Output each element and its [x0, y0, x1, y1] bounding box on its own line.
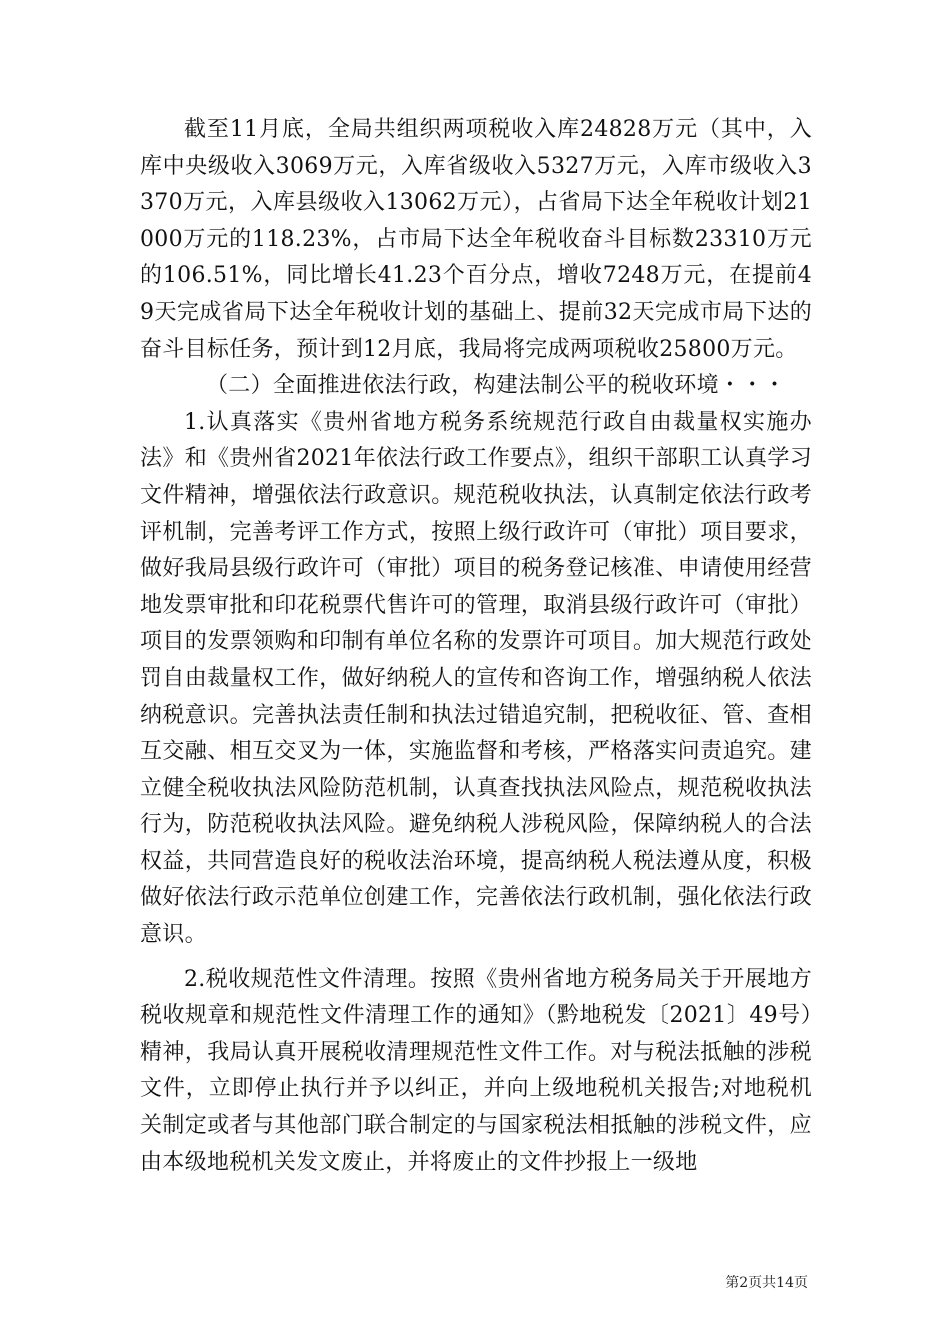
paragraph-item-2: 2.税收规范性文件清理。按照《贵州省地方税务局关于开展地方税收规章和规范性文件清理工作的通知》（黔地税发〔2021〕49号）精神，我局认真开展税收清理规范性文件工作。对与税法抵触的涉税文件，立即停止执行并予以纠正，并向上级地税机关报告;对地税机关制定或者与其他部门联合制定的与国家税法相抵触的涉税文件，应由本级地税机关发文废止，并将废止的文件抄报上一级地 — [140, 966, 812, 1175]
section-heading: （二）全面推进依法行政，构建法制公平的税收环境・・・ — [206, 373, 786, 399]
document-page — [140, 112, 812, 1181]
page-number: 第2页共14页 — [725, 1275, 808, 1291]
paragraph-tax-revenue-summary: 截至11月底，全局共组织两项税收入库24828万元（其中，入库中央级收入3069万元，入库省级收入5327万元，入库市级收入3370万元，入库县级收入13062万元），占省局下达全年税收计划21000万元的118.23%，占市局下达全年税收奋斗目标数23310万元的106.51%，同比增长41.23个百分点，增收7248万元，在提前49天完成省局下达全年税收计划的基础上、提前32天完成市局下达的奋斗目标任务，预计到12月底，我局将完成两项税收25800万元。 — [140, 117, 812, 362]
paragraph-item-1: 1.认真落实《贵州省地方税务系统规范行政自由裁量权实施办法》和《贵州省2021年依法行政工作要点》，组织干部职工认真学习文件精神，增强依法行政意识。规范税收执法，认真制定依法行政考评机制，完善考评工作方式，按照上级行政许可（审批）项目要求，做好我局县级行政许可（审批）项目的税务登记核准、申请使用经营地发票审批和印花税票代售许可的管理，取消县级行政许可（审批）项目的发票领购和印制有单位名称的发票许可项目。加大规范行政处罚自由裁量权工作，做好纳税人的宣传和咨询工作，增强纳税人依法纳税意识。完善执法责任制和执法过错追究制，把税收征、管、查相互交融、相互交叉为一体，实施监督和考核，严格落实问责追究。建立健全税收执法风险防范机制，认真查找执法风险点，规范税收执法行为，防范税收执法风险。避免纳税人涉税风险，保障纳税人的合法权益，共同营造良好的税收法治环境，提高纳税人税法遵从度，积极做好依法行政示范单位创建工作，完善依法行政机制，强化依法行政意识。 — [140, 409, 812, 948]
